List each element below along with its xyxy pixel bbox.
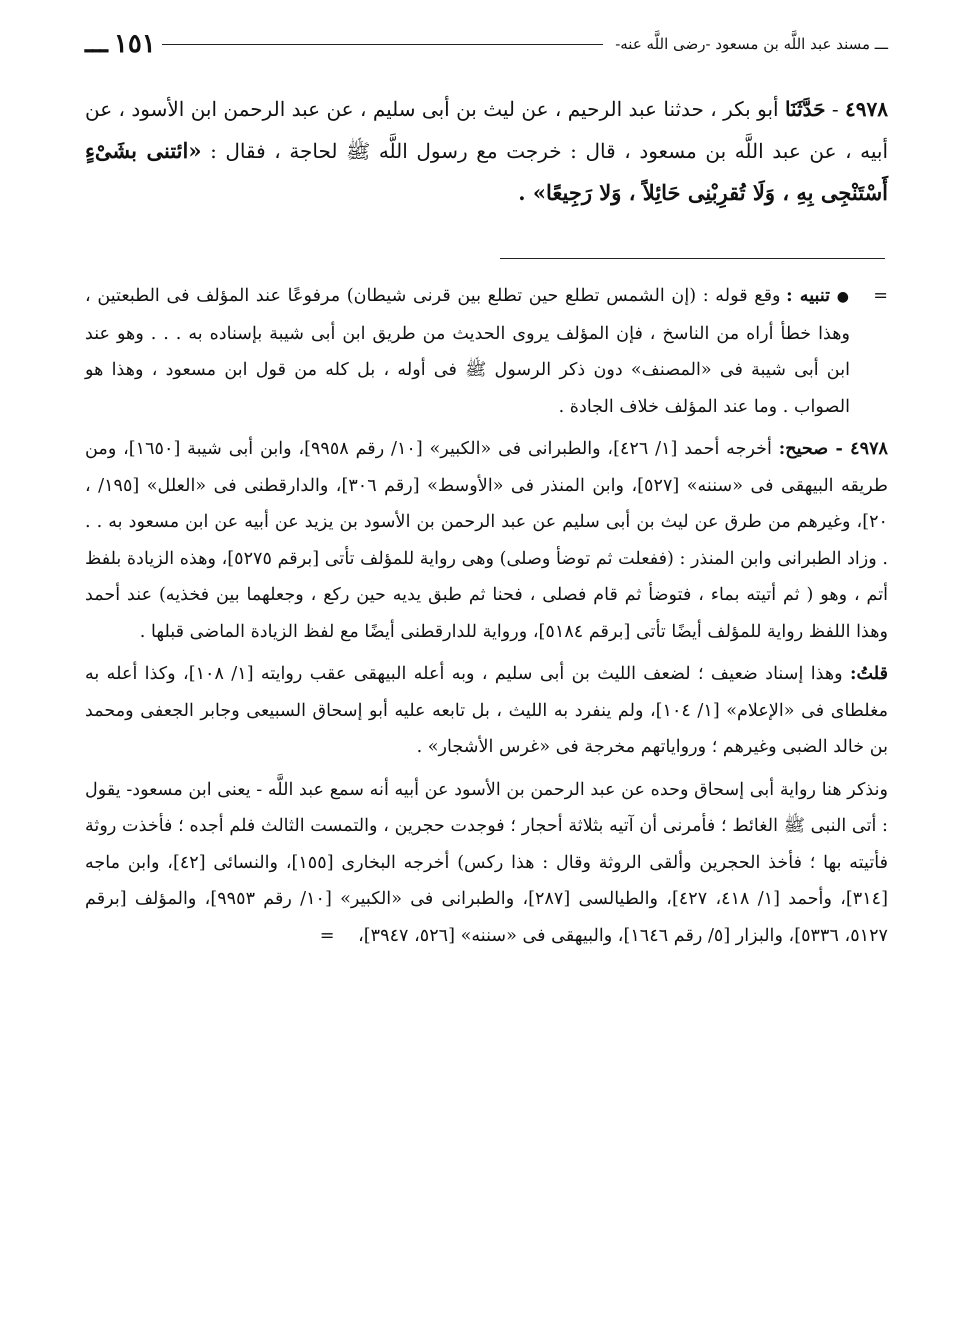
takhrij-text: أخرجه أحمد [١/ ٤٢٦]، والطبرانى فى «الكبير» [١٠/ رقم ٩٩٥٨]، وابن أبى شيبة [١٦٥٠]، ومن طريقه البيهقى فى «سننه» [٥٢٧]، وابن المنذر فى «الأوسط» [رقم ٣٠٦]، والدارقطنى فى «العلل» [١٩٥/ ، ٢٠]، وغيرهم من طرق عن ليث بن أبى سليم عن عبد الرحمن بن الأسود بن يزيد عن أبيه عن ابن مسعود به . . . وزاد الطبرانى وابن المنذر : (ففعلت ثم توضأ وصلى) وهى رواية للمؤلف تأتى [برقم ٥٢٧٥]، وهذه الزيادة بلفظ أتم ، وهو ( ثم أتيته بماء ، فتوضأ ثم قام فصلى ، فحنا ثم طبق يديه حين ركع ، وجعلهما بين فخذيه) عند أحمد وهذا اللفظ رواية للمؤلف أيضًا تأتى [برقم ٥١٨٤]، ورواية للدارقطنى أيضًا مع لفظ الزيادة الماضى قبلها . [85, 439, 888, 642]
qultu-text: وهذا إسناد ضعيف ؛ لضعف الليث بن أبى سليم ، وبه أعله البيهقى عقب روايته [١/ ١٠٨]، وكذا أعله به مغلطاى فى «الإعلام» [١/ ١٠٤]، ولم ينفرد به الليث ، بل تابعه عليه أبو إسحاق السبيعى وجابر الجعفى ومحمد بن خالد الضبى وغيرهم ؛ ورواياتهم مخرجة فى «غرس الأشجار» . [85, 664, 888, 757]
footnote-separator [500, 258, 885, 259]
footnotes [85, 278, 888, 960]
additional-text: ونذكر هنا رواية أبى إسحاق وحده عن عبد الرحمن بن الأسود عن أبيه أنه سمع عبد اللَّه - يعنى ابن مسعود- يقول : أتى النبى ﷺ الغائط ؛ فأمرنى أن آتيه بثلاثة أحجار ؛ فوجدت حجرين ، والتمست الثالث فلم أجده ؛ فأخذت روثة فأتيته بها ؛ فأخذ الحجرين وألقى الروثة وقال : هذا ركس) أخرجه البخارى [١٥٥]، والنسائى [٤٢]، وابن ماجه [٣١٤]، وأحمد [١/ ٤١٨، ٤٢٧]، والطيالسى [٢٨٧]، والطبرانى فى «الكبير» [١٠/ رقم ٩٩٥٣]، والمؤلف [برقم ٥١٢٧، ٥٣٣٦]، والبزار [٥/ رقم ١٦٤٦]، والبيهقى فى «سننه» [٥٢٦، ٣٩٤٧]، [85, 779, 888, 946]
qultu-paragraph [85, 656, 888, 766]
hadith-verb: حَدَّثَنَا [784, 97, 826, 121]
hadith-number: ٤٩٧٨ [845, 97, 888, 121]
takhrij-paragraph [85, 431, 888, 650]
note-text: وقع قوله : (إن الشمس تطلع حين تطلع بين قرنى شيطان) مرفوعًا عند المؤلف فى الطبعتين ، وهذا خطأ أراه من الناسخ ، فإن المؤلف يروى الحديث من طريق ابن أبى شيبة بإسناده به . . . وهو عند ابن أبى شيبة فى «المصنف» دون ذكر الرسول ﷺ فى أوله ، بل كله من قول ابن مسعود ، وهذا هو الصواب . وما عند المؤلف خلاف الجادة . [85, 286, 850, 417]
hadith-quote: «ائتنى بشَىْءٍ أَسْتَنْجِى بِهِ ، وَلَا تُقرِبْنِى حَائِلاً ، وَلا رَجِيعًا» . [85, 138, 888, 205]
continuation-marker: = [873, 286, 888, 306]
qultu-label: قلتُ: [849, 663, 888, 684]
hadith-text [85, 88, 888, 214]
header-dash: ـــ [85, 29, 108, 59]
takhrij-number: ٤٩٧٨ [850, 438, 888, 459]
header-rule [162, 44, 603, 45]
header-title: ـــ مسند عبد اللَّه بن مسعود -رضى اللَّه عنه- [615, 35, 888, 53]
note-label: تنبيه : [786, 285, 831, 306]
hadith-dash: - [825, 97, 846, 121]
hadith-body: أبو بكر ، حدثنا عبد الرحيم ، عن ليث بن أبى سليم ، عن عبد الرحمن ابن الأسود ، عن أبيه ، عن عبد اللَّه بن مسعود ، قال : خرجت مع رسول اللَّه ﷺ لحاجة ، فقال : [85, 97, 889, 163]
running-header [85, 28, 888, 60]
takhrij-label: - صحيح: [778, 438, 851, 459]
page-number: ١٥١ [113, 29, 156, 59]
note-paragraph [85, 278, 888, 425]
continue-marker: = [319, 925, 335, 946]
bullet-icon: ● [836, 289, 850, 305]
additional-paragraph [85, 772, 888, 955]
